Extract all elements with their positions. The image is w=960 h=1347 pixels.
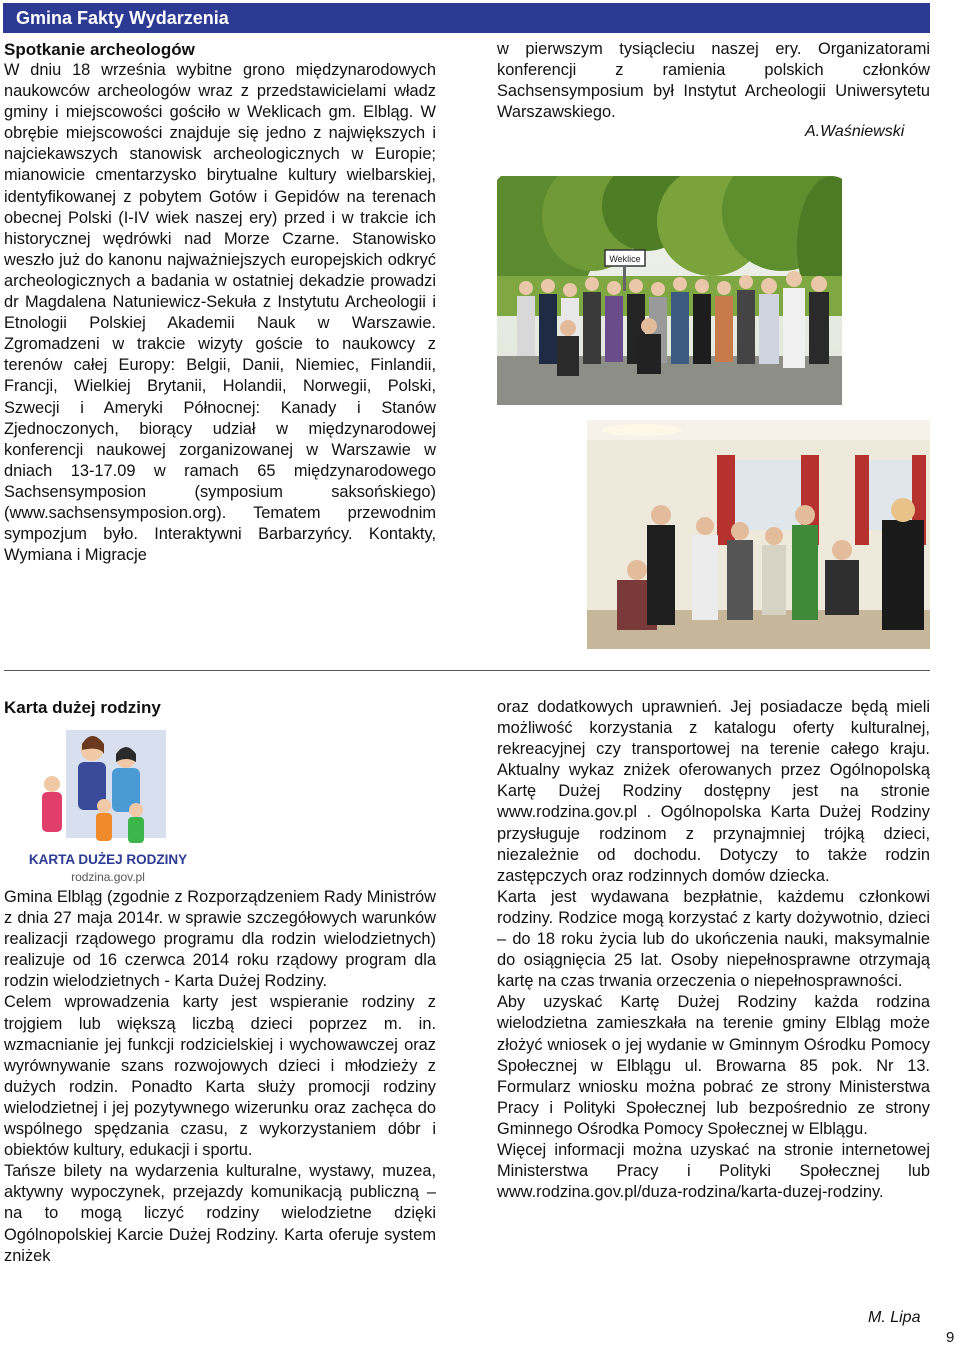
article-family-card-column-1	[4, 697, 436, 1267]
article-family-card-paragraph-7: Więcej informacji można uzyskać na stronie internetowej Ministerstwa Pracy i Polityki Społecznej lub www.rodzina.gov.pl/duza-rodzina/karta-duzej-rodziny.	[497, 1140, 930, 1202]
logo-url-text: rodzina.gov.pl	[71, 870, 145, 884]
logo-title-text: KARTA DUŻEJ RODZINY	[28, 852, 188, 867]
article-family-card-paragraph-6: Aby uzyskać Kartę Dużej Rodziny każda rodzina wielodzietna zamieszkała na terenie gminy Elbląg może złożyć wniosek o jej wydanie w Gminnym Ośrodku Pomocy Społecznej w Elblągu ul. Browarna 85 pok. Nr 13. Formularz wniosku można pobrać ze strony Ministerstwa Pracy i Polityki Społecznej lub bezpośrednio ze strony Gminnego Ośrodka Pomocy Społecznej w Elblągu.	[497, 993, 930, 1138]
article-archeology-signature: A.Waśniewski	[805, 123, 905, 140]
article-family-card-title: Karta dużej rodziny	[4, 698, 161, 717]
article-family-card-column-2	[497, 697, 930, 1203]
article-family-card-paragraph-4: oraz dodatkowych uprawnień. Jej posiadacze będą mieli możliwość korzystania z katalogu oferty kulturalnej, rekreacyjnej czy transportowej na terenie całego kraju. Aktualny wykaz zniżek oferowanych przez Ogólnopolską Kartę Dużej Rodziny dostępny jest na stronie www.rodzina.gov.pl . Ogólnopolska Karta Dużej Rodziny przysługuje rodzinom z przynajmniej trójką dzieci, niezależnie od dochodu. Dotyczy to także rodzin zastępczych oraz rodzinnych domów dziecka.	[497, 698, 930, 885]
weklice-sign-text: Weklice	[609, 254, 641, 264]
article-archeology-paragraph-2: w pierwszym tysiącleciu naszej ery. Organizatorami konferencji z ramienia polskich członków Sachsensymposium był Instytut Archeologii Uniwersytetu Warszawskiego.	[497, 40, 930, 122]
article-family-card-paragraph-2: Celem wprowadzenia karty jest wspieranie rodziny z trojgiem lub większą liczbą dzieci poprzez m. in. wzmacnianie jej funkcji rodzicielskiej i wychowawczej oraz wyrównywanie szans rozwojowych dzieci i młodzieży z dużych rodzin. Ponadto Karta służy promocji rodziny wielodzietnej i jej pozytywnego wizerunku oraz zachęca do wspólnego spędzania czasu, z wykorzystaniem dóbr i obiektów kultury, edukacji i sportu.	[4, 993, 436, 1160]
group-photo-weklice-image	[497, 176, 842, 405]
article-family-card-paragraph-5: Karta jest wydawana bezpłatnie, każdemu członkowi rodziny. Rodzice mogą korzystać z karty dożywotnio, dzieci – do 18 roku życia lub do ukończenia nauki, maksymalnie do osiągnięcia 25 lat. Osoby niepełnosprawne otrzymają kartę na czas trwania orzeczenia o niepełnosprawności.	[497, 887, 930, 991]
indoor-meeting-photo-image	[587, 420, 930, 649]
article-archeology-column-2	[497, 39, 930, 123]
group-photo-weklice	[497, 176, 842, 405]
section-header: Gmina Fakty Wydarzenia	[3, 3, 930, 33]
page-number: 9	[946, 1329, 955, 1346]
section-divider	[4, 670, 930, 671]
article-family-card-paragraph-3: Tańsze bilety na wydarzenia kulturalne, wystawy, muzea, aktywny wypoczynek, przejazdy komunikacją publiczną – na to mogą liczyć rodziny wielodzietne dzięki Ogólnopolskiej Karcie Dużej Rodziny. Karta oferuje system zniżek	[4, 1162, 436, 1265]
article-archeology-title: Spotkanie archeologów	[4, 40, 195, 59]
article-family-card-paragraph-1: Gmina Elbląg (zgodnie z Rozporządzeniem Rady Ministrów z dnia 27 maja 2014r. w sprawie szczegółowych warunków realizacji rządowego programu dla rodzin wielodzietnych) realizuje od 16 czerwca 2014 roku rządowy program dla rodzin wielodzietnych - Karta Dużej Rodziny.	[4, 888, 436, 991]
article-family-card-signature: M. Lipa	[868, 1309, 921, 1326]
logo-spacer	[4, 718, 436, 887]
article-archeology-column-1	[4, 39, 436, 566]
indoor-meeting-photo	[587, 420, 930, 649]
article-archeology-paragraph-1: W dniu 18 września wybitne grono międzynarodowych naukowców archeologów wraz z przedstawicielami władz gminy i miejscowości gościło w Weklicach gm. Elbląg. W obrębie miejscowości znajduje się jedno z największych i najciekawszych stanowisk archeologicznych w Europie; mianowicie cmentarzysko birytualne kultury wielbarskiej, identyfikowanej z pobytem Gotów i Gepidów na terenach obecnej Polski (I-IV wiek naszej ery) przed i w trakcie ich historycznej wędrówki nad Morze Czarne. Stanowisko weszło już do kanonu najważniejszych europejskich odkryć archeologicznych a badania w ostatniej dekadzie prowadzi dr Magdalena Natuniewicz-Sekuła z Instytutu Archeologii i Etnologii Polskiej Akademii Nauk w Warszawie. Zgromadzeni w trakcie wizyty goście to naukowcy z terenów całej Europy: Belgii, Danii, Niemiec, Finlandii, Francji, Wielkiej Brytanii, Holandii, Norwegii, Polski, Szwecji i Ameryki Północnej: Kanady i Stanów Zjednoczonych, biorący udział w międzynarodowej konferencji naukowej zorganizowanej w Warszawie w dniach 13-17.09 w ramach 65 międzynarodowego Sachsensymposion (symposium saksońskiego) (www.sachsensymposion.org). Tematem przewodnim sympozjum było. Interaktywni Barbarzyńcy. Kontakty, Wymiana i Migracje	[4, 61, 436, 565]
